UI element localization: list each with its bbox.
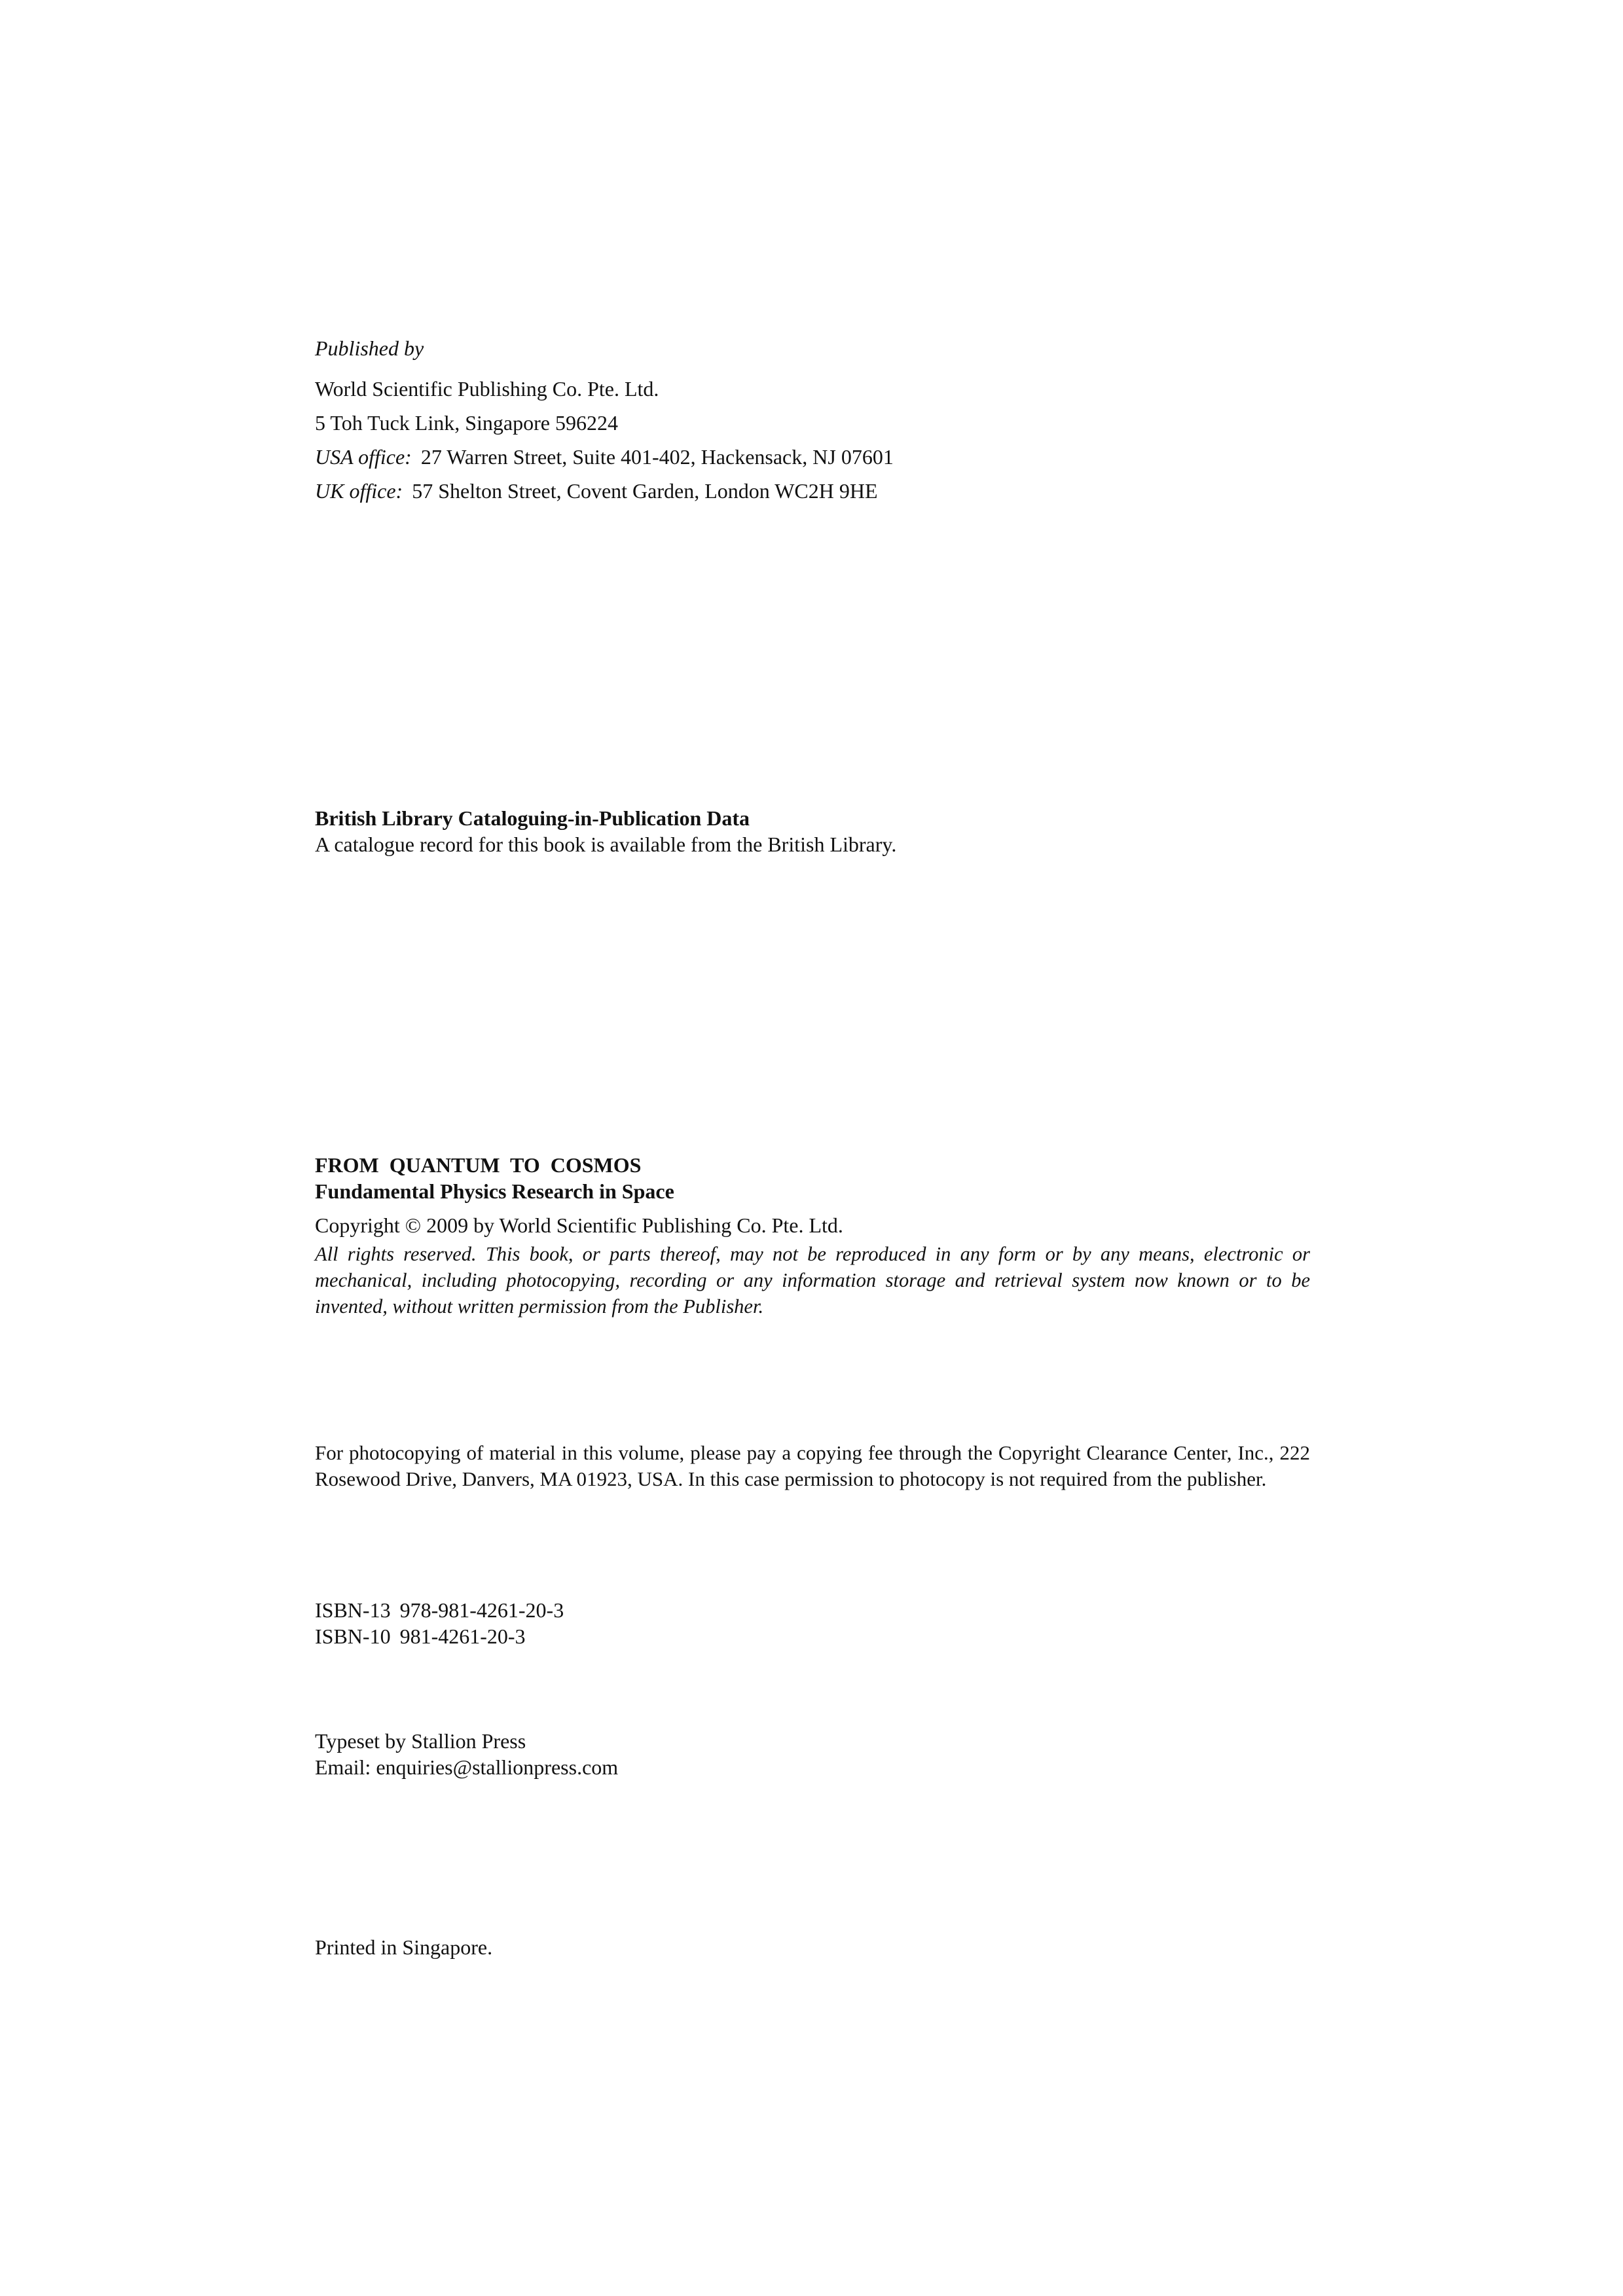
uk-office-line (315, 478, 1310, 504)
isbn-13-line (315, 1597, 1310, 1623)
typeset-block (315, 1728, 1310, 1780)
isbn-10-label: ISBN-10 (315, 1624, 391, 1648)
usa-office-label: USA office: (315, 445, 412, 469)
isbn-13-value: 978-981-4261-20-3 (399, 1598, 564, 1622)
isbn-13-label: ISBN-13 (315, 1598, 391, 1622)
book-title: FROM QUANTUM TO COSMOS (315, 1153, 642, 1177)
publisher-block (315, 335, 1310, 504)
isbn-10-value: 981-4261-20-3 (399, 1624, 526, 1648)
printed-block (315, 1934, 1310, 1960)
photocopy-notice: For photocopying of material in this volume, please pay a copying fee through the Copyright Clearance Center, Inc., 222 Rosewood Drive, Danvers, MA 01923, USA. In this case permission to photocopy is not required from the publisher. (315, 1441, 1310, 1490)
isbn-block (315, 1597, 1310, 1649)
publisher-name: World Scientific Publishing Co. Pte. Ltd. (315, 377, 659, 401)
usa-office-address: 27 Warren Street, Suite 401-402, Hackensack, NJ 07601 (420, 445, 894, 469)
usa-office-line (315, 444, 1310, 470)
published-by-heading: Published by (315, 336, 424, 360)
cataloguing-text: A catalogue record for this book is available from the British Library. (315, 833, 897, 856)
book-subtitle: Fundamental Physics Research in Space (315, 1179, 674, 1203)
copyright-line: Copyright © 2009 by World Scientific Publishing Co. Pte. Ltd. (315, 1213, 843, 1237)
uk-office-address: 57 Shelton Street, Covent Garden, London WC2H 9HE (412, 479, 878, 503)
typeset-line: Typeset by Stallion Press (315, 1729, 526, 1753)
typeset-email: Email: enquiries@stallionpress.com (315, 1755, 619, 1779)
uk-office-label: UK office: (315, 479, 403, 503)
book-block (315, 1152, 1310, 1319)
rights-statement: All rights reserved. This book, or parts thereof, may not be reproduced in any form or by any means, electronic or mechanical, including photocopying, recording or any information storage and retrieval system now known or to be invented, without written permission from the Publisher. (315, 1243, 1310, 1318)
publisher-address: 5 Toh Tuck Link, Singapore 596224 (315, 411, 618, 435)
cataloguing-heading: British Library Cataloguing-in-Publication Data (315, 806, 750, 830)
photocopy-block (315, 1440, 1310, 1492)
cataloguing-block (315, 805, 1310, 857)
isbn-10-line (315, 1623, 1310, 1649)
printed-line: Printed in Singapore. (315, 1935, 493, 1959)
